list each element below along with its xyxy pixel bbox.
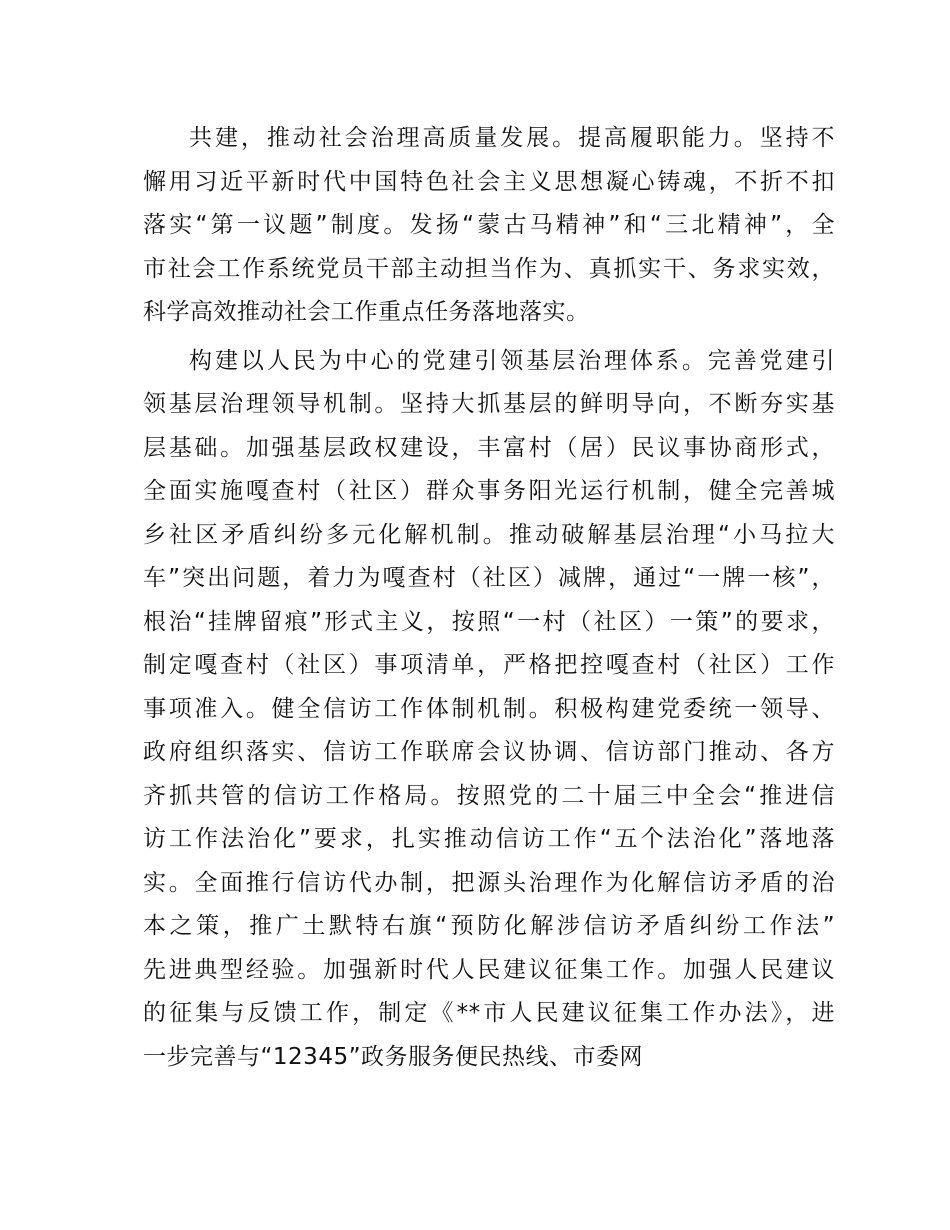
text-line: 科学高效推动社会工作重点任务落地落实。	[143, 299, 590, 325]
text-line: 本之策，推广土默特右旗“预防化解涉信访矛盾纠纷工作法”	[143, 913, 835, 939]
document-body	[143, 117, 835, 1079]
text-line: 车”突出问题，着力为嘎查村（社区）减牌，通过“一牌一核”，	[143, 565, 835, 591]
text-line: 事项准入。健全信访工作体制机制。积极构建党委统一领导、	[143, 695, 835, 722]
text-line: 懈用习近平新时代中国特色社会主义思想凝心铸魂，不折不扣	[143, 168, 835, 195]
text-line: 落实“第一议题”制度。发扬“蒙古马精神”和“三北精神”，全	[143, 212, 835, 238]
text-line: 全面实施嘎查村（社区）群众事务阳光运行机制，健全完善城	[143, 478, 835, 504]
paragraph-1	[143, 117, 835, 335]
text-line: 齐抓共管的信访工作格局。按照党的二十届三中全会“推进信	[143, 782, 835, 809]
text-line: 制定嘎查村（社区）事项清单，严格把控嘎查村（社区）工作	[143, 652, 835, 678]
text-line: 构建以人民为中心的党建引领基层治理体系。完善党建引	[189, 347, 835, 374]
text-line: 乡社区矛盾纠纷多元化解机制。推动破解基层治理“小马拉大	[143, 521, 835, 548]
text-line: 实。全面推行信访代办制，把源头治理作为化解信访矛盾的治	[143, 869, 835, 896]
text-line: 层基础。加强基层政权建设，丰富村（居）民议事协商形式，	[143, 434, 835, 461]
text-line: 根治“挂牌留痕”形式主义，按照“一村（社区）一策”的要求，	[143, 608, 835, 635]
text-line: 政府组织落实、信访工作联席会议协调、信访部门推动、各方	[143, 739, 835, 765]
text-line: 市社会工作系统党员干部主动担当作为、真抓实干、务求实效，	[143, 255, 835, 282]
text-line: 先进典型经验。加强新时代人民建议征集工作。加强人民建议	[143, 956, 835, 983]
text-line: 共建，推动社会治理高质量发展。提高履职能力。坚持不	[189, 125, 835, 151]
text-line: 的征集与反馈工作，制定《**市人民建议征集工作办法》，进	[143, 1000, 835, 1026]
text-line: 一步完善与“12345”政务服务便民热线、市委网	[143, 1043, 643, 1070]
text-line: 领基层治理领导机制。坚持大抓基层的鲜明导向，不断夯实基	[143, 391, 835, 417]
text-line: 访工作法治化”要求，扎实推动信访工作“五个法治化”落地落	[143, 826, 835, 852]
paragraph-2	[143, 340, 835, 1080]
